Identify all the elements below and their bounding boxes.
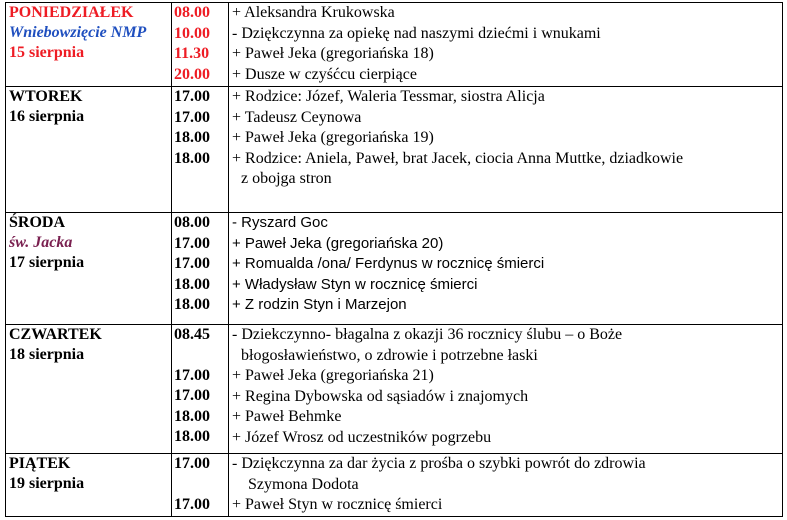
time-cell	[172, 213, 229, 325]
schedule-row-friday	[6, 454, 783, 517]
mass-time: 17.00	[174, 255, 210, 273]
day-name: PIĄTEK	[9, 455, 71, 472]
mass-time: 17.00	[174, 455, 210, 472]
intention-text: + Paweł Jeka (gregoriańska 18)	[232, 45, 434, 63]
mass-time: 08.00	[174, 4, 210, 21]
day-cell	[6, 325, 172, 454]
time-spacer	[174, 346, 228, 366]
mass-time: 18.00	[174, 407, 210, 425]
day-cell	[6, 454, 172, 517]
intention-cell	[229, 3, 783, 87]
mass-time: 18.00	[174, 275, 210, 293]
intention-text: + Regina Dybowska od sąsiadów i znajomych	[232, 387, 529, 405]
day-cell	[6, 213, 172, 325]
schedule-row-wednesday	[6, 213, 783, 325]
feast-name: św. Jacka	[9, 234, 73, 251]
time-cell	[172, 87, 229, 213]
intention-text-continued: z obojga stron	[241, 170, 332, 188]
mass-time: 18.00	[174, 428, 210, 446]
day-date: 16 sierpnia	[9, 108, 85, 125]
intention-cell	[229, 213, 783, 325]
mass-time: 17.00	[174, 387, 210, 405]
intention-text: + Józef Wrosz od uczestników pogrzebu	[232, 428, 492, 446]
mass-time: 08.00	[174, 214, 210, 231]
mass-time: 17.00	[174, 495, 210, 513]
day-date: 19 sierpnia	[9, 475, 85, 492]
day-date: 18 sierpnia	[9, 346, 85, 363]
intention-text: - Dziękczynna za dar życia z prośba o szybki powrót do zdrowia	[232, 455, 646, 472]
intention-text: + Tadeusz Ceynowa	[232, 108, 362, 126]
time-cell	[172, 454, 229, 517]
intention-cell	[229, 454, 783, 517]
intention-text: + Rodzice: Józef, Waleria Tessmar, siostra Alicja	[232, 88, 545, 105]
intention-text: - Ryszard Goc	[232, 214, 328, 231]
day-cell	[6, 87, 172, 213]
mass-time: 17.00	[174, 366, 210, 384]
day-cell	[6, 3, 172, 87]
time-cell	[172, 325, 229, 454]
intention-text: + Paweł Jeka (gregoriańska 20)	[232, 234, 444, 252]
time-cell	[172, 3, 229, 87]
intention-text: + Paweł Jeka (gregoriańska 19)	[232, 129, 434, 147]
mass-time: 17.00	[174, 88, 210, 105]
mass-schedule-table	[5, 2, 783, 517]
feast-name: Wniebowzięcie NMP	[9, 24, 147, 41]
intention-text-continued: Szymona Dodota	[248, 475, 359, 493]
schedule-row-thursday	[6, 325, 783, 454]
intention-text-continued: błogosławieństwo, o zdrowie i potrzebne łaski	[241, 346, 538, 364]
intention-text: + Dusze w czyśćcu cierpiące	[232, 65, 417, 83]
day-name: ŚRODA	[9, 214, 66, 231]
intention-text: + Romualda /ona/ Ferdynus w rocznicę śmierci	[232, 255, 545, 273]
day-date: 17 sierpnia	[9, 254, 85, 271]
day-name: CZWARTEK	[9, 326, 102, 343]
intention-text: + Rodzice: Aniela, Paweł, brat Jacek, ciocia Anna Muttke, dziadkowie	[232, 149, 684, 167]
intention-cell	[229, 87, 783, 213]
mass-time: 18.00	[174, 149, 210, 167]
intention-text: + Paweł Jeka (gregoriańska 21)	[232, 367, 434, 385]
mass-time: 11.30	[174, 45, 210, 63]
schedule-row-monday	[6, 3, 783, 87]
mass-time: 17.00	[174, 108, 210, 126]
intention-cell	[229, 325, 783, 454]
intention-text: + Aleksandra Krukowska	[232, 4, 395, 21]
mass-time: 20.00	[174, 65, 210, 83]
mass-time: 18.00	[174, 129, 210, 147]
mass-time: 08.45	[174, 326, 210, 343]
time-spacer	[174, 475, 228, 495]
intention-text: + Władysław Styn w rocznicę śmierci	[232, 275, 478, 293]
intention-text: - Dziękczynna za opiekę nad naszymi dziećmi i wnukami	[232, 24, 601, 42]
day-date: 15 sierpnia	[9, 44, 85, 61]
mass-time: 17.00	[174, 234, 210, 252]
intention-text: - Dziekczynno- błagalna z okazji 36 rocznicy ślubu – o Boże	[232, 326, 623, 343]
day-name: PONIEDZIAŁEK	[9, 4, 134, 21]
intention-text: + Paweł Styn w rocznicę śmierci	[232, 496, 443, 514]
mass-time: 18.00	[174, 296, 210, 314]
schedule-row-tuesday	[6, 87, 783, 213]
intention-text: + Z rodzin Styn i Marzejon	[232, 296, 407, 314]
intention-text: + Paweł Behmke	[232, 408, 342, 426]
day-name: WTOREK	[9, 88, 83, 105]
mass-time: 10.00	[174, 24, 210, 42]
